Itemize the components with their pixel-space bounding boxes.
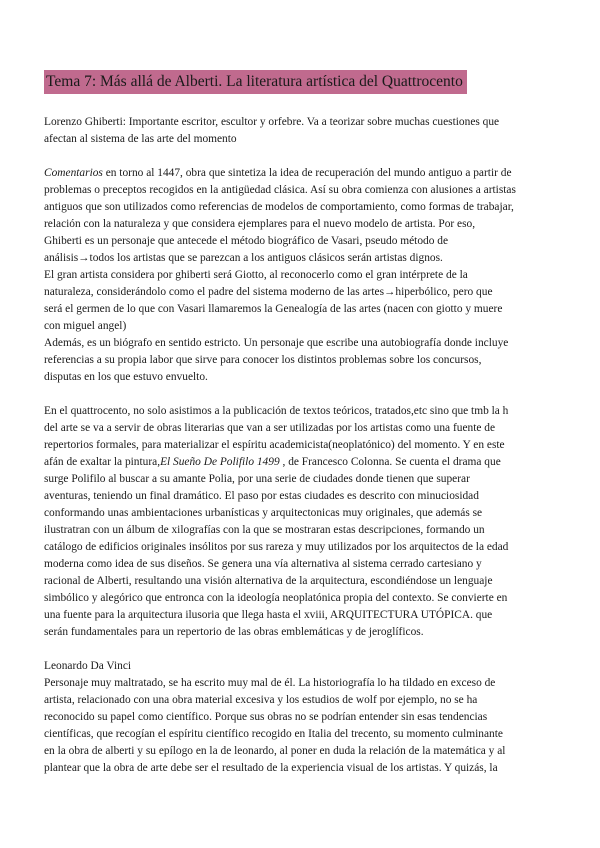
text-line: El gran artista considera por ghiberti será Giotto, al reconocerlo como el gran intérprete de la — [44, 269, 468, 281]
text-line — [44, 165, 564, 182]
text-run: , de Francesco Colonna. Se cuenta el drama que — [279, 456, 501, 468]
text-line: en la obra de alberti y su epílogo en la de leonardo, al poner en duda la relación de la matemática y al — [44, 745, 506, 757]
text-run: en torno al 1447, obra que sintetiza la idea de recuperación del mundo antiguo a partir de — [102, 167, 512, 179]
text-line: relación con la naturaleza y que considera ejemplares para el nuevo modelo de artista. Por eso, — [44, 218, 476, 230]
text-line: del arte se va a servir de obras literarias que van a ser utilizadas por los artistas como una fuente de — [44, 422, 496, 434]
text-line: aventuras, teniendo un final dramático. El paso por estas ciudades es descrito con minuciosidad — [44, 490, 479, 502]
document-body — [44, 114, 564, 777]
text-line: conformando unas ambientaciones urbanísticas y arquitectonicas muy originales, que además se — [44, 507, 483, 519]
text-line: En el quattrocento, no solo asistimos a la publicación de textos teóricos, tratados,etc sino que tmb la h — [44, 405, 509, 417]
text-line: Personaje muy maltratado, se ha escrito muy mal de él. La historiografía lo ha tildado en exceso de — [44, 677, 496, 689]
page-title: Tema 7: Más allá de Alberti. La literatura artística del Quattrocento — [44, 70, 467, 94]
paragraph-gap — [44, 148, 564, 165]
text-line: repertorios formales, para materializar el espíritu academicista(neoplatónico) del momento. Y en este — [44, 439, 505, 451]
text-line: reconocido su papel como científico. Porque sus obras no se podrían entender sin esas tendencias — [44, 711, 488, 723]
text-line: problemas o preceptos recogidos en la antigüedad clásica. Así su obra comienza con alusiones a artistas — [44, 184, 516, 196]
text-line: artista, relacionado con una obra material excesiva y los estudios de wolf por ejemplo, no se ha — [44, 694, 478, 706]
paragraph — [44, 165, 564, 386]
paragraph — [44, 114, 564, 148]
text-line: racional de Alberti, resultando una visión alternativa de la arquitectura, escondiéndose un lenguaje — [44, 575, 493, 587]
text-line: ilustratran con un álbum de xilografías con la que se mostraran estas descripciones, formando un — [44, 524, 485, 536]
text-line: Ghiberti es un personaje que antecede el método biográfico de Vasari, pseudo método de — [44, 235, 449, 247]
text-line: análisis→todos los artistas que se parezcan a los antiguos clásicos serán artistas dignos. — [44, 252, 443, 264]
text-line: afectan al sistema de las arte del momento — [44, 133, 237, 145]
italic-title: El Sueño De Polifilo 1499 — [160, 456, 280, 468]
text-line: con miguel angel) — [44, 320, 127, 332]
text-line: simbólico y alegórico que entronca con la ideología neoplatónica propia del contexto. Se convierte en — [44, 592, 508, 604]
text-line: será el germen de lo que con Vasari llamaremos la Genealogía de las artes (nacen con giotto y muere — [44, 303, 503, 315]
text-line: serán fundamentales para un repertorio de las obras emblemáticas y de jeroglíficos. — [44, 626, 424, 638]
text-line: moderna como idea de sus diseños. Se genera una vía alternativa al sistema cerrado cartesiano y — [44, 558, 482, 570]
text-line: Lorenzo Ghiberti: Importante escritor, escultor y orfebre. Va a teorizar sobre muchas cuestiones que — [44, 116, 500, 128]
text-line: referencias a su propia labor que sirve para conocer los distintos problemas sobre los concursos, — [44, 354, 482, 366]
paragraph-gap — [44, 386, 564, 403]
text-line: surge Polifilo al buscar a su amante Polia, por una serie de ciudades donde tienen que superar — [44, 473, 470, 485]
text-line: una fuente para la arquitectura ilusoria que llega hasta el xviii, ARQUITECTURA UTÓPICA. que — [44, 609, 493, 621]
text-line: antiguos que son utilizados como referencias de modelos de comportamiento, como formas de trabajar, — [44, 201, 514, 213]
text-line: Además, es un biógrafo en sentido estricto. Un personaje que escribe una autobiografía donde incluye — [44, 337, 509, 349]
italic-title: Comentarios — [44, 167, 103, 179]
text-line: plantear que la obra de arte debe ser el resultado de la experiencia visual de los artistas. Y quizás, la — [44, 762, 498, 774]
text-line: naturaleza, considerándolo como el padre del sistema moderno de las artes→hiperbólico, pero que — [44, 286, 493, 298]
text-line: Leonardo Da Vinci — [44, 660, 132, 672]
text-line: catálogo de edificios originales insólitos por sus rareza y muy utilizados por los arquitectos de la edad — [44, 541, 509, 553]
paragraph — [44, 403, 564, 641]
paragraph-gap — [44, 641, 564, 658]
paragraph — [44, 658, 564, 777]
text-line: disputas en los que estuvo envuelto. — [44, 371, 208, 383]
text-run: afán de exaltar la pintura, — [44, 456, 161, 468]
text-line: científicas, que recogían el espíritu científico recogido en Italia del trecento, su momento culminante — [44, 728, 503, 740]
text-line — [44, 454, 564, 471]
